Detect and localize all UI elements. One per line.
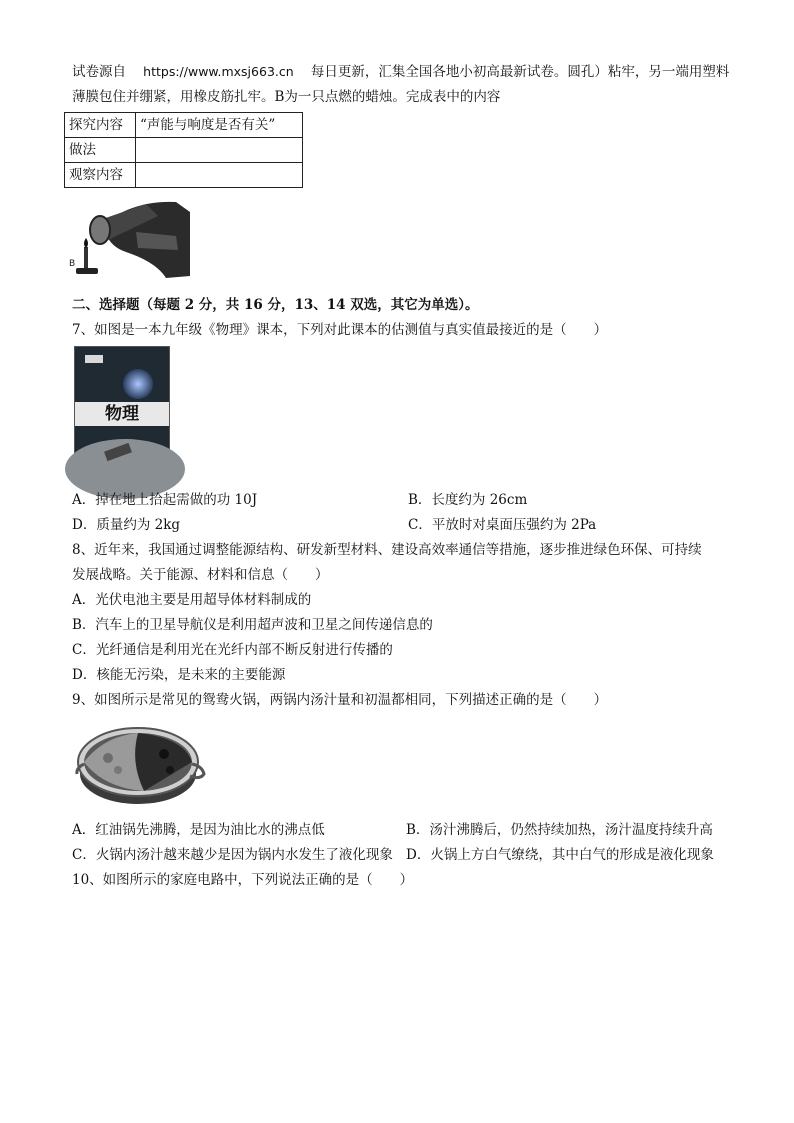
q9-option-c: C．火锅内汤汁越来越少是因为锅内水发生了液化现象	[72, 847, 393, 863]
table-cell-key: 做法	[65, 138, 136, 163]
q7-option-a: A．掉在地上拾起需做的功 10J	[72, 492, 258, 508]
q9-stem: 9、如图所示是常见的鸳鸯火锅，两锅内汤汁量和初温都相同，下列描述正确的是（ ）	[72, 692, 608, 708]
inquiry-table	[64, 112, 303, 188]
planet-graphic	[123, 369, 153, 399]
table-cell-key: 探究内容	[65, 113, 136, 138]
publisher-logo	[85, 355, 103, 363]
q9-option-b: B．汤汁沸腾后，仍然持续加热，汤汁温度持续升高	[406, 822, 713, 838]
header-line-2: 薄膜包住并绷紧，用橡皮筋扎牢。B为一只点燃的蜡烛。完成表中的内容	[72, 89, 501, 105]
table-row	[65, 163, 303, 188]
candle-experiment-figure	[66, 192, 192, 282]
source-label: 试卷源自	[72, 64, 126, 80]
q7-option-d: D．质量约为 2kg	[72, 517, 181, 533]
q10-stem: 10、如图所示的家庭电路中，下列说法正确的是（ ）	[72, 872, 414, 888]
source-url[interactable]: https://www.mxsj663.cn	[143, 64, 294, 79]
q8-option-d: D．核能无污染，是未来的主要能源	[72, 667, 286, 683]
q8-stem-line-1: 8、近年来，我国通过调整能源结构、研发新型材料、建设高效率通信等措施，逐步推进绿色环保、可持续	[72, 542, 702, 558]
source-tagline: 每日更新，汇集全国各地小初高最新试卷。圆孔）粘牢，另一端用塑料	[310, 64, 730, 80]
table-row	[65, 138, 303, 163]
table-cell-value	[136, 163, 303, 188]
q8-stem-line-2: 发展战略。关于能源、材料和信息（ ）	[72, 567, 329, 583]
table-cell-value	[136, 138, 303, 163]
q7-option-b: B．长度约为 26cm	[408, 492, 528, 508]
q7-option-c: C．平放时对桌面压强约为 2Pa	[408, 517, 597, 533]
q8-option-a: A．光伏电池主要是用超导体材料制成的	[72, 592, 312, 608]
q8-option-b: B．汽车上的卫星导航仪是利用超声波和卫星之间传递信息的	[72, 617, 433, 633]
physics-textbook-image	[74, 346, 170, 482]
table-cell-value: “声能与响度是否有关”	[136, 113, 303, 138]
table-cell-key: 观察内容	[65, 163, 136, 188]
header-line-1	[72, 62, 729, 82]
q7-stem: 7、如图是一本九年级《物理》课本，下列对此课本的估测值与真实值最接近的是（ ）	[72, 322, 608, 338]
table-row	[65, 113, 303, 138]
book-title: 物理	[75, 402, 169, 426]
hotpot-image	[74, 714, 208, 810]
svg-text:B: B	[69, 259, 76, 269]
q8-option-c: C．光纤通信是利用光在光纤内部不断反射进行传播的	[72, 642, 393, 658]
section-2-title: 二、选择题（每题 2 分，共 16 分，13、14 双选，其它为单选）。	[72, 297, 479, 313]
q9-option-d: D．火锅上方白气缭绕，其中白气的形成是液化现象	[406, 847, 714, 863]
q9-option-a: A．红油锅先沸腾，是因为油比水的沸点低	[72, 822, 325, 838]
